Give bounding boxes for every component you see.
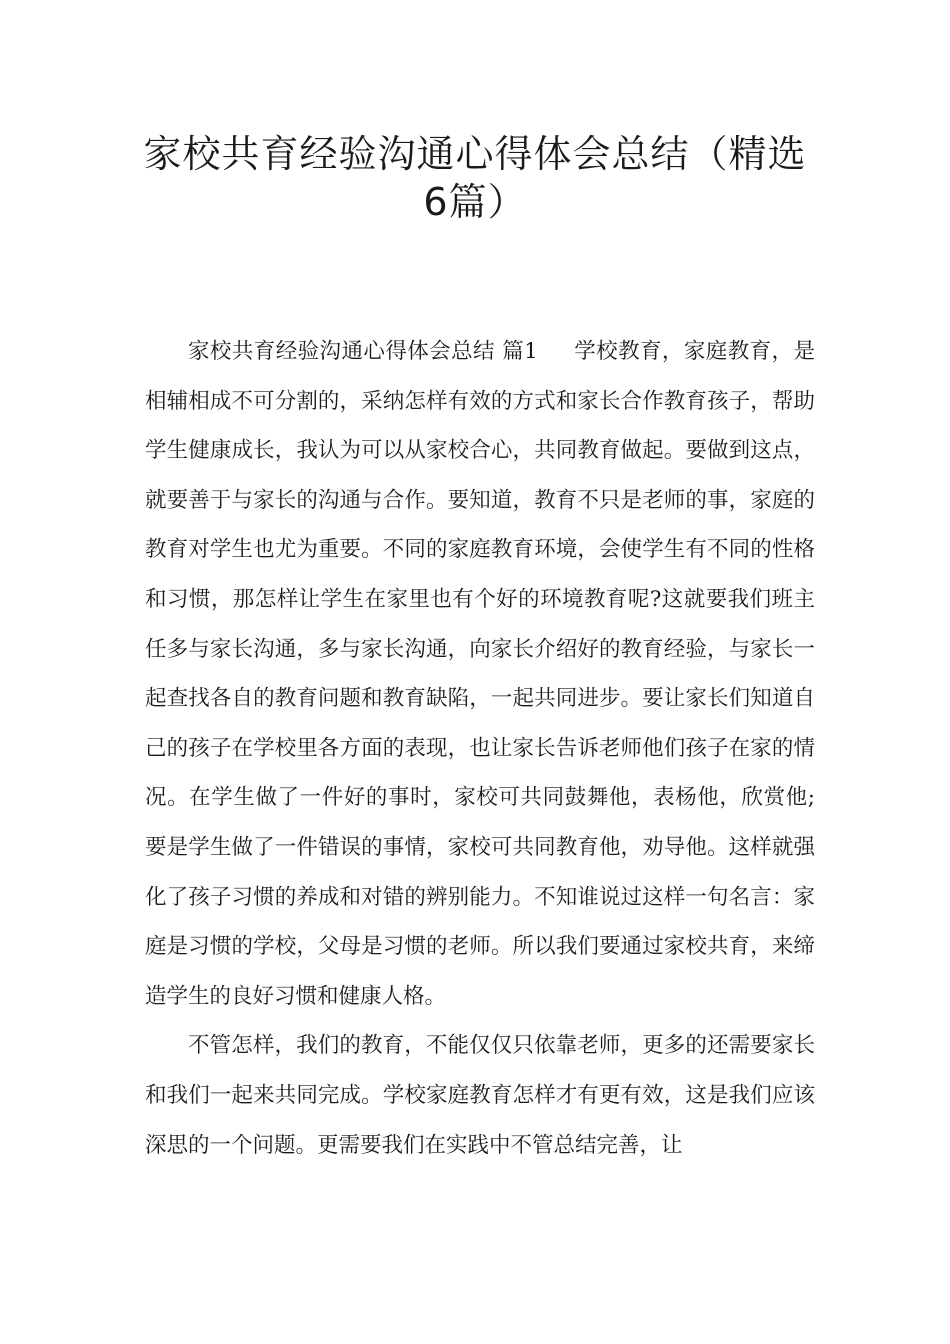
paragraph-1-text: 学校教育，家庭教育，是相辅相成不可分割的，采纳怎样有效的方式和家长合作教育孩子，帮助学生健康成长，我认为可以从家校合心，共同教育做起。要做到这点，就要善于与家长的沟通与合作。要知道，教育不只是老师的事，家庭的教育对学生也尤为重要。不同的家庭教育环境，会使学生有不同的性格和习惯，那怎样让学生在家里也有个好的环境教育呢?这就要我们班主任多与家长沟通，多与家长沟通，向家长介绍好的教育经验，与家长一起查找各自的教育问题和教育缺陷，一起共同进步。要让家长们知道自己的孩子在学校里各方面的表现，也让家长告诉老师他们孩子在家的情况。在学生做了一件好的事时，家校可共同鼓舞他，表杨他，欣赏他;要是学生做了一件错误的事情，家校可共同教育他，劝导他。这样就强化了孩子习惯的养成和对错的辨别能力。不知谁说过这样一句名言：家庭是习惯的学校，父母是习惯的老师。所以我们要通过家校共育，来缔造学生的良好习惯和健康人格。: [145, 339, 815, 1009]
section-label: 家校共育经验沟通心得体会总结 篇1: [188, 339, 538, 364]
paragraph-1: [145, 327, 815, 1021]
title-line-2: 6篇）: [423, 180, 527, 224]
paragraph-2: 不管怎样，我们的教育，不能仅仅只依靠老师，更多的还需要家长和我们一起来共同完成。学校家庭教育怎样才有更有效，这是我们应该深思的一个问题。更需要我们在实践中不管总结完善，让: [145, 1033, 815, 1158]
title-line-1: 家校共育经验沟通心得体会总结（精选: [143, 132, 807, 176]
document-title: [120, 130, 830, 226]
document-body: [145, 327, 815, 1170]
